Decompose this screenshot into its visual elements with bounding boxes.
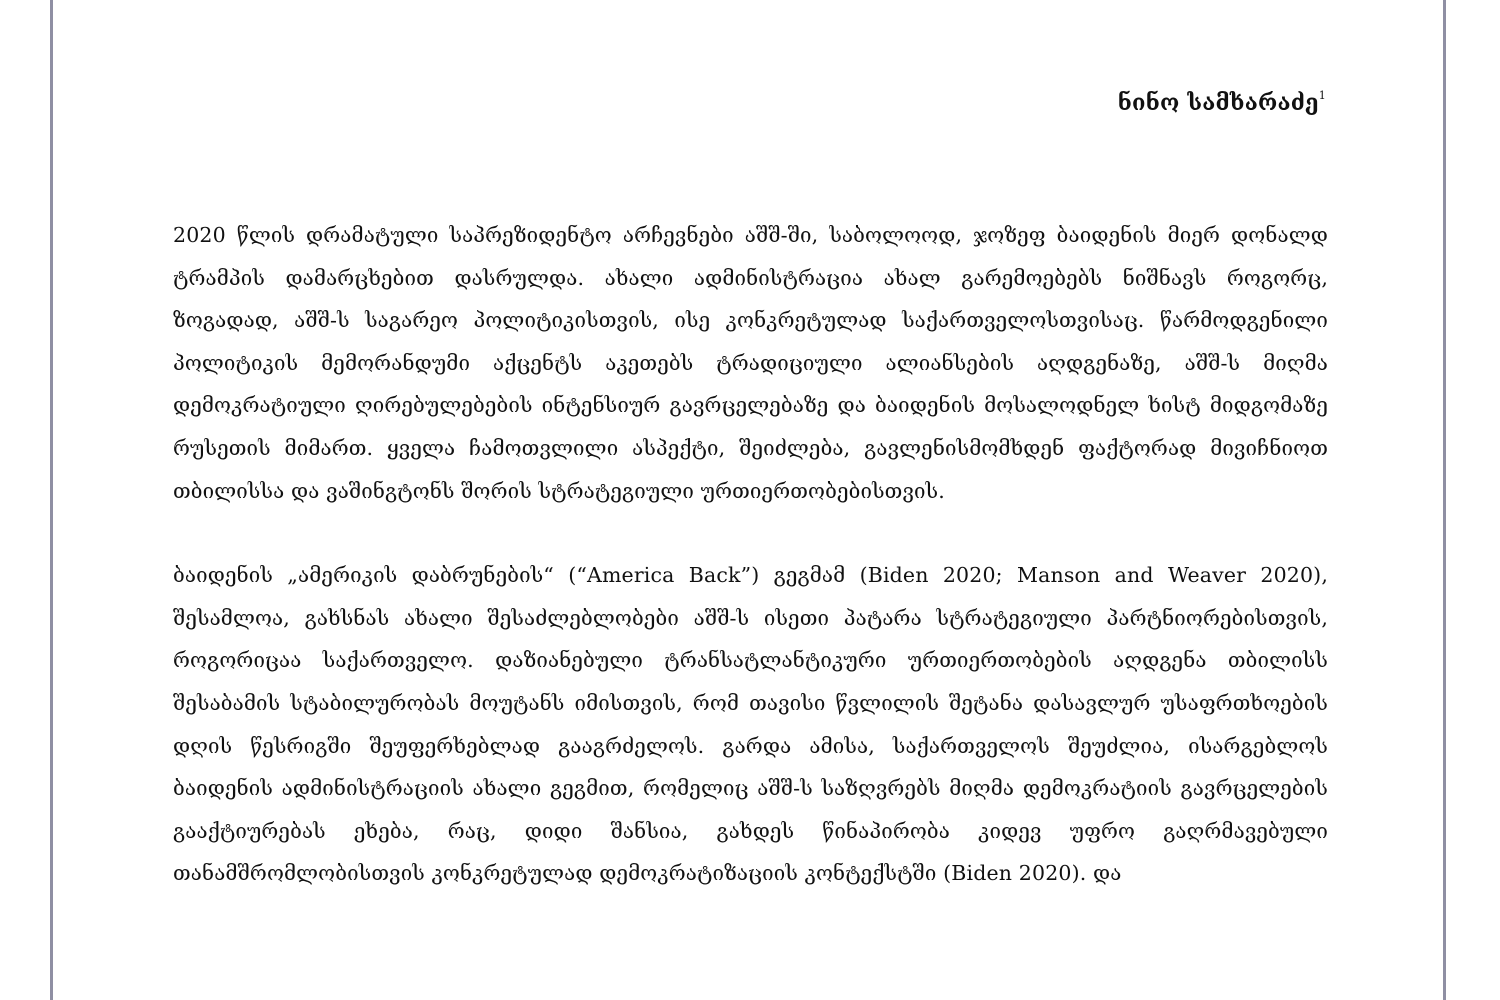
footnote-marker[interactable]: 1 (1318, 88, 1326, 102)
author-name-text: ნინო სამხარაძე (1117, 90, 1319, 116)
paragraph-1: 2020 წლის დრამატული საპრეზიდენტო არჩევნები აშშ-ში, საბოლოოდ, ჯოზეფ ბაიდენის მიერ დონალდ ტრამპის დამარცხებით დასრულდა. ახალი ადმინისტრაცია ახალ გარემოებებს ნიშნავს როგორც, ზოგადად, აშშ-ს საგარეო პოლიტიკისთვის, ისე კონკრეტულად საქართველოსთვისაც. წარმოდგენილი პოლიტიკის მემორანდუმი აქცენტს აკეთებს ტრადიციული ალიანსების აღდგენაზე, აშშ-ს მიღმა დემოკრატიული ღირებულებების ინტენსიურ გავრცელებაზე და ბაიდენის მოსალოდნელ ხისტ მიდგომაზე რუსეთის მიმართ. ყველა ჩამოთვლილი ასპექტი, შეიძლება, გავლენისმომხდენ ფაქტორად მივიჩნიოთ თბილისსა და ვაშინგტონს შორის სტრატეგიული ურთიერთობებისთვის. (173, 223, 1328, 503)
author-name (1118, 90, 1326, 116)
document-page (50, 0, 1446, 1000)
paragraph-2: ბაიდენის „ამერიკის დაბრუნების“ (“America Back”) გეგმამ (Biden 2020; Manson and Weaver 2020), შესამლოა, გახსნას ახალი შესაძლებლობები აშშ-ს ისეთი პატარა სტრატეგიული პარტნიორებისთვის, როგორიცაა საქართველო. დაზიანებული ტრანსატლანტიკური ურთიერთობების აღდგენა თბილისს შესაბამის სტაბილურობას მოუტანს იმისთვის, რომ თავისი წვლილის შეტანა დასავლურ უსაფრთხოების დღის წესრიგში შეუფერხებლად გააგრძელოს. გარდა ამისა, საქართველოს შეუძლია, ისარგებლოს ბაიდენის ადმინისტრაციის ახალი გეგმით, რომელიც აშშ-ს საზღვრებს მიღმა დემოკრატიის გავრცელების გააქტიურებას ეხება, რაც, დიდი შანსია, გახდეს წინაპირობა კიდევ უფრო გაღრმავებული თანამშრომლობისთვის კონკრეტულად დემოკრატიზაციის კონტექსტში (Biden 2020). და (173, 563, 1328, 886)
body-text (173, 214, 1328, 895)
